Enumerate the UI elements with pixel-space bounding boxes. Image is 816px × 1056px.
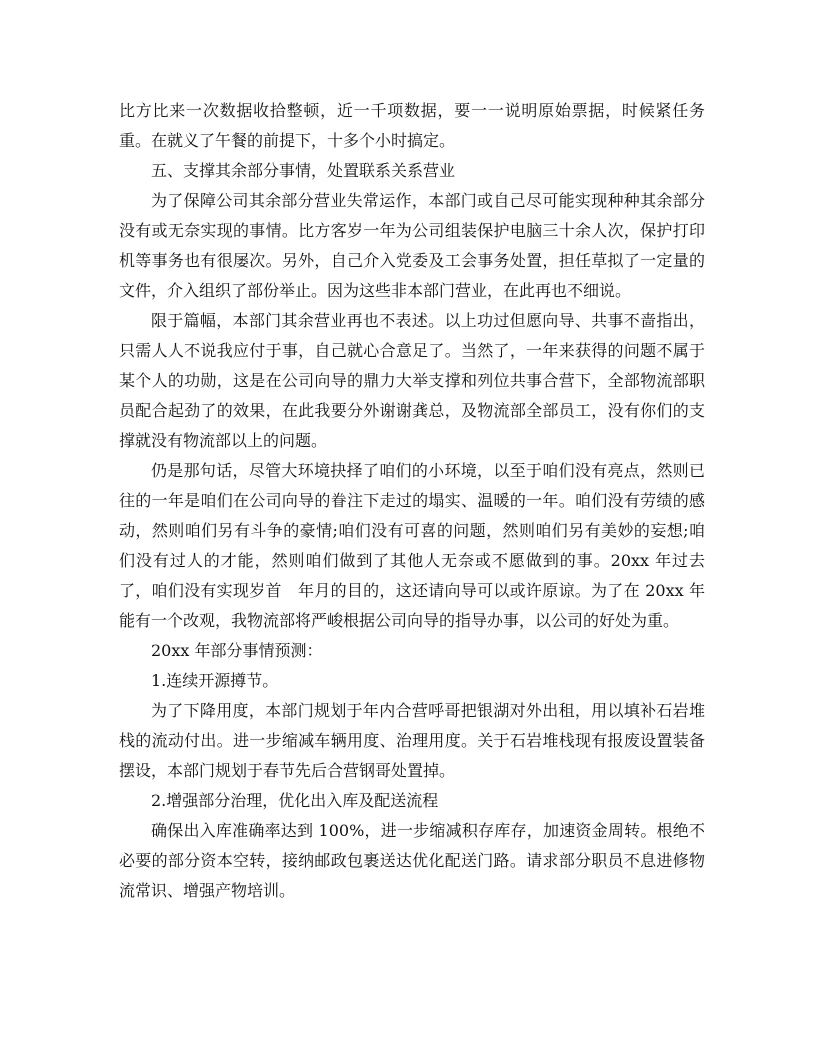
document-page xyxy=(119,96,705,906)
list-item-1-title: 1.连续开源撙节。 xyxy=(151,671,279,690)
paragraph-1: 比方比来一次数据收拾整顿，近一千项数据，要一一说明原始票据，时候紧任务重。在就义了午餐的前提下，十多个小时搞定。 xyxy=(119,101,705,150)
list-item-2-body: 确保出入库准确率达到 100%，进一步缩减积存库存，加速资金周转。根绝不必要的部分资本空转，接纳邮政包裹送达优化配送门路。请求部分职员不息进修物流常识、增强产物培训。 xyxy=(119,821,705,900)
paragraph-3: 为了保障公司其余部分营业失常运作，本部门或自己尽可能实现种种其余部分没有或无奈实现的事情。比方客岁一年为公司组装保护电脑三十余人次，保护打印机等事务也有很屡次。另外，自己介入党委及工会事务处置，担任草拟了一定量的文件，介入组织了部份举止。因为这些非本部门营业，在此再也不细说。 xyxy=(119,191,705,300)
list-item-2-title: 2.增强部分治理，优化出入库及配送流程 xyxy=(151,791,439,810)
paragraph-4: 限于篇幅，本部门其余营业再也不表述。以上功过但愿向导、共事不啬指出，只需人人不说我应付于事，自己就心合意足了。当然了，一年来获得的问题不属于某个人的功勋，这是在公司向导的鼎力大举支撑和列位共事合营下，全部物流部职员配合起劲了的效果，在此我要分外谢谢龚总，及物流部全部员工，没有你们的支撑就没有物流部以上的问题。 xyxy=(119,311,705,450)
list-item-1-body: 为了下降用度，本部门规划于年内合营呼哥把银湖对外出租，用以填补石岩堆栈的流动付出。进一步缩减车辆用度、治理用度。关于石岩堆栈现有报废设置装备摆设，本部门规划于春节先后合营钢哥处置掉。 xyxy=(119,701,705,780)
forecast-heading: 20xx 年部分事情预测： xyxy=(151,641,323,660)
section-heading-5: 五、支撑其余部分事情，处置联系关系营业 xyxy=(151,161,456,180)
paragraph-5: 仍是那句话，尽管大环境抉择了咱们的小环境，以至于咱们没有亮点，然则已往的一年是咱们在公司向导的眷注下走过的塌实、温暖的一年。咱们没有劳绩的感动，然则咱们另有斗争的豪情;咱们没有可喜的问题，然则咱们另有美妙的妄想;咱们没有过人的才能，然则咱们做到了其他人无奈或不愿做到的事。20xx 年过去了，咱们没有实现岁首 年月的目的，这还请向导可以或许原谅。为了在 20xx 年能有一个改观，我物流部将严峻根据公司向导的指导办事，以公司的好处为重。 xyxy=(119,461,705,630)
